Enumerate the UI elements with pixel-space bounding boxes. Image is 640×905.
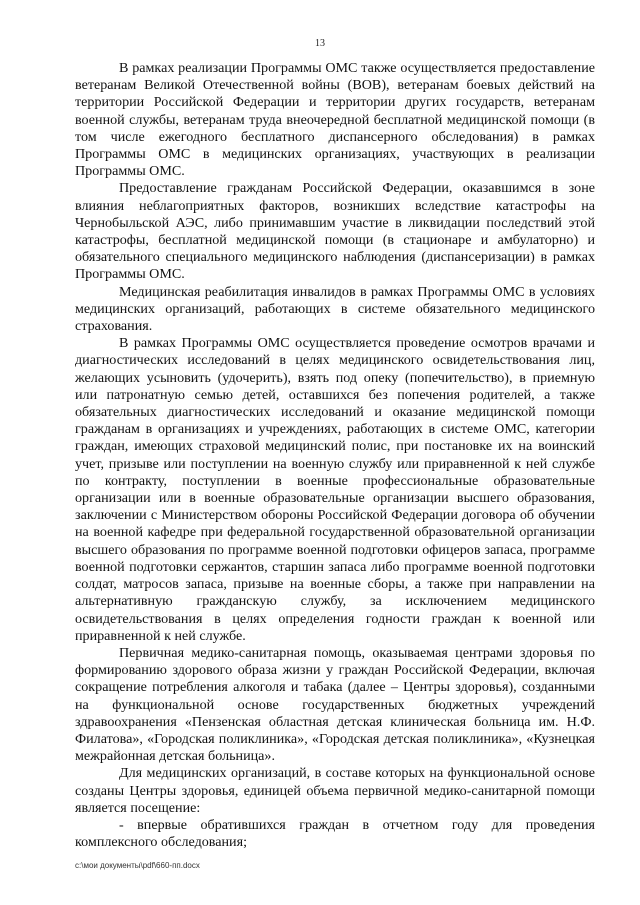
document-body (75, 60, 595, 851)
paragraph-rehabilitation: Медицинская реабилитация инвалидов в рамках Программы ОМС в условиях медицинских организаций, работающих в системе обязательного медицинского страхования. (75, 283, 595, 335)
footer-file-path: c:\мои документы\pdf\660-пп.docx (75, 861, 200, 870)
paragraph-veterans: В рамках реализации Программы ОМС также осуществляется предоставление ветеранам Великой Отечественной войны (ВОВ), ветеранам боевых действий на территории Российской Федерации и территории других государств, ветеранам военной службы, ветеранам труда внеочередной бесплатной медицинской помощи (в том числе ежегодного бесплатного диспансерного обследования) в рамках Программы ОМС в медицинских организациях, участвующих в реализации Программы ОМС. (75, 60, 595, 180)
list-item-first-visit: - впервые обратившихся граждан в отчетном году для проведения комплексного обследования; (75, 816, 595, 851)
paragraph-examinations: В рамках Программы ОМС осуществляется проведение осмотров врачами и диагностических исследований в целях медицинского освидетельствования лиц, желающих усыновить (удочерить), взять под опеку (попечительство), в приемную или патронатную семью детей, оставшихся без попечения родителей, а также обязательных диагностических исследований и оказание медицинской помощи гражданам в организациях и учреждениях, работающих в системе ОМС, категории граждан, имеющих страховой медицинский полис, при постановке их на воинский учет, призыве или поступлении на военную службу или приравненной к ней службе по контракту, поступлении в военные профессиональные образовательные организации или в военные образовательные организации высшего образования, заключении с Министерством обороны Российской Федерации договора об обучении на военной кафедре при федеральной государственной образовательной организации высшего образования по программе военной подготовки офицеров запаса, программе военной подготовки сержантов, старшин запаса либо программе военной подготовки солдат, матросов запаса, призыве на военные сборы, а также при направлении на альтернативную гражданскую службу, за исключением медицинского освидетельствования в целях определения годности граждан к военной или приравненной к ней службе. (75, 335, 595, 644)
paragraph-unit-of-volume: Для медицинских организаций, в составе которых на функциональной основе созданы Центры здоровья, единицей объема первичной медико-санитарной помощи является посещение: (75, 765, 595, 816)
paragraph-health-centers: Первичная медико-санитарная помощь, оказываемая центрами здоровья по формированию здорового образа жизни у граждан Российской Федерации, включая сокращение потребления алкоголя и табака (далее – Центры здоровья), созданными на функциональной основе государственных бюджетных учреждений здравоохранения «Пензенская областная детская клиническая больница им. Н.Ф. Филатова», «Городская поликлиника», «Городская детская поликлиника», «Кузнецкая межрайонная детская больница». (75, 644, 595, 765)
page-number: 13 (315, 38, 325, 49)
paragraph-chernobyl: Предоставление гражданам Российской Федерации, оказавшимся в зоне влияния неблагоприятных факторов, возникших вследствие катастрофы на Чернобыльской АЭС, либо принимавшим участие в ликвидации последствий этой катастрофы, бесплатной медицинской помощи (в стационаре и амбулаторно) и обязательного специального медицинского наблюдения (диспансеризации) в рамках Программы ОМС. (75, 180, 595, 283)
